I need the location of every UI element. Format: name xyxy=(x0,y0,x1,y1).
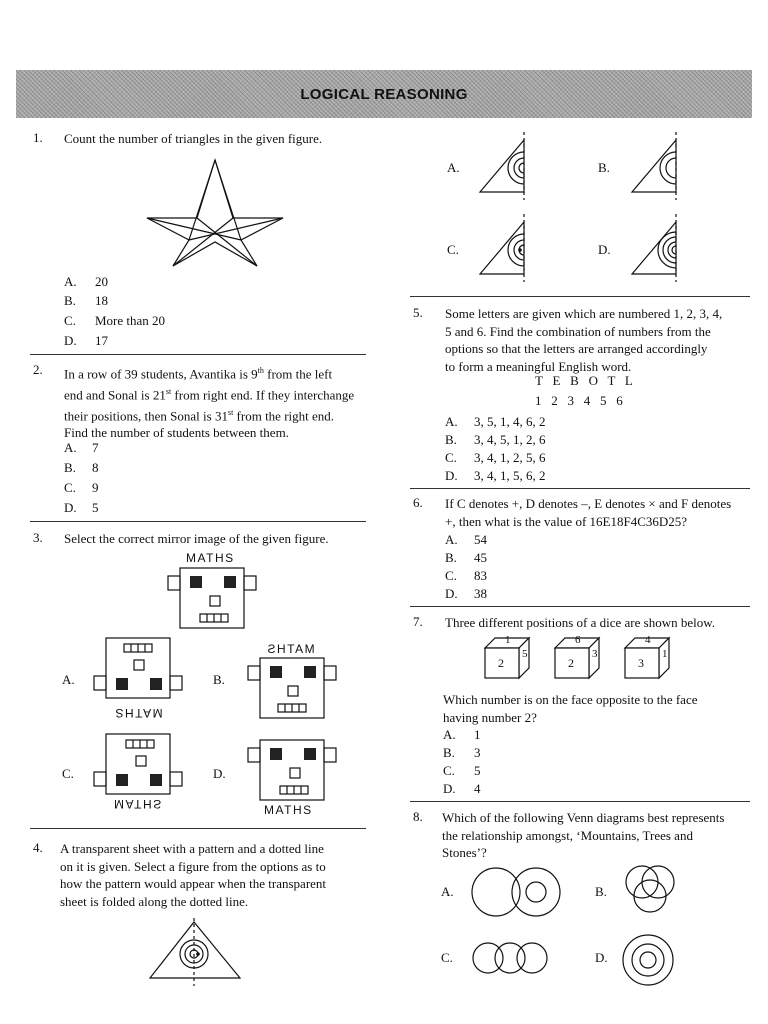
q3-number: 3. xyxy=(33,530,43,545)
q7-option-c[interactable]: C. xyxy=(443,763,455,778)
q3-option-c-caption: MATHS xyxy=(114,797,163,811)
q7-dice-1 xyxy=(483,634,533,680)
q4-option-d[interactable]: D. xyxy=(598,242,611,257)
q8-option-a[interactable]: A. xyxy=(441,884,454,899)
q4-pattern-figure xyxy=(146,918,246,986)
q8-option-b-venn xyxy=(622,862,678,918)
q3-option-d-figure xyxy=(246,738,342,802)
dice-3-side: 1 xyxy=(662,648,668,660)
q6-option-d[interactable]: D. xyxy=(445,586,458,601)
q2-number: 2. xyxy=(33,362,43,377)
q8-option-a-venn xyxy=(470,864,570,920)
q3-figure-caption: MATHS xyxy=(186,551,235,565)
q1-text: Count the number of triangles in the given figure. xyxy=(64,131,323,146)
q7-option-b[interactable]: B. xyxy=(443,745,455,760)
divider xyxy=(410,801,750,802)
q6-number: 6. xyxy=(413,495,423,510)
q5-option-d[interactable]: D. xyxy=(445,468,458,483)
dice-3-front: 3 xyxy=(638,656,644,670)
q1-option-a-value: 20 xyxy=(95,274,108,289)
q5-number: 5. xyxy=(413,305,423,320)
q2-text: In a row of 39 students, Avantika is 9th from the left end and Sonal is 21st from right end. If they interchange their positions, then Sonal is 31st from the right end. Find the number of students between them. xyxy=(64,366,355,441)
q5-numbers: 1 2 3 4 5 6 xyxy=(535,393,623,408)
q7-dice-2 xyxy=(553,634,603,680)
q3-robot-figure xyxy=(166,566,262,630)
q7-option-a[interactable]: A. xyxy=(443,727,456,742)
q1-option-d[interactable]: D. xyxy=(64,333,77,348)
q1-star-figure xyxy=(145,158,285,268)
q7-question: Which number is on the face opposite to the face having number 2? xyxy=(443,692,698,725)
q4-option-a-figure xyxy=(476,130,536,200)
q7-option-d[interactable]: D. xyxy=(443,781,456,796)
q3-option-c[interactable]: C. xyxy=(62,766,74,781)
q6-option-c-value: 83 xyxy=(474,568,487,583)
q2-option-a[interactable]: A. xyxy=(64,440,77,455)
q4-text: A transparent sheet with a pattern and a dotted line on it is given. Select a figure from the options as to how the pattern would appear when the transparent sheet is folded along the dotted line. xyxy=(60,841,327,909)
dice-3-top: 4 xyxy=(645,634,651,646)
q3-option-c-figure xyxy=(92,732,188,796)
q5-option-d-value: 3, 4, 1, 5, 6, 2 xyxy=(474,468,546,483)
q5-option-c[interactable]: C. xyxy=(445,450,457,465)
dice-2-top: 6 xyxy=(575,634,581,646)
q3-option-a-figure xyxy=(92,636,188,700)
q5-option-b-value: 3, 4, 5, 1, 2, 6 xyxy=(474,432,546,447)
q8-option-b[interactable]: B. xyxy=(595,884,607,899)
q3-option-d[interactable]: D. xyxy=(213,766,226,781)
q8-option-c[interactable]: C. xyxy=(441,950,453,965)
q7-number: 7. xyxy=(413,614,423,629)
divider xyxy=(410,488,750,489)
q4-number: 4. xyxy=(33,840,43,855)
q7-option-c-value: 5 xyxy=(474,763,481,778)
q3-option-b-caption: MATHS xyxy=(266,642,315,656)
divider xyxy=(410,296,750,297)
q5-text: Some letters are given which are numbered 1, 2, 3, 4, 5 and 6. Find the combination of numbers from the options so that the letters are arranged accordingly to form a meaningful English word. xyxy=(445,306,723,374)
dice-1-top: 1 xyxy=(505,634,511,646)
q4-option-b-figure xyxy=(628,130,688,200)
q5-option-c-value: 3, 4, 1, 2, 5, 6 xyxy=(474,450,546,465)
divider xyxy=(30,354,366,355)
q5-option-b[interactable]: B. xyxy=(445,432,457,447)
q8-text: Which of the following Venn diagrams best represents the relationship amongst, ‘Mountains, Trees and Stones’? xyxy=(442,810,725,860)
q4-option-b[interactable]: B. xyxy=(598,160,610,175)
q1-number: 1. xyxy=(33,130,43,145)
q7-option-a-value: 1 xyxy=(474,727,481,742)
divider xyxy=(410,606,750,607)
q3-option-a[interactable]: A. xyxy=(62,672,75,687)
q2-option-b[interactable]: B. xyxy=(64,460,76,475)
q2-option-c[interactable]: C. xyxy=(64,480,76,495)
q7-option-d-value: 4 xyxy=(474,781,481,796)
q1-option-d-value: 17 xyxy=(95,333,108,348)
divider xyxy=(30,828,366,829)
q4-option-c[interactable]: C. xyxy=(447,242,459,257)
q6-option-b-value: 45 xyxy=(474,550,487,565)
q6-option-c[interactable]: C. xyxy=(445,568,457,583)
q2-option-a-value: 7 xyxy=(92,440,99,455)
q2-option-c-value: 9 xyxy=(92,480,99,495)
q4-option-d-figure xyxy=(628,212,688,282)
q8-option-c-venn xyxy=(470,938,550,978)
dice-2-side: 3 xyxy=(592,648,598,660)
dice-1-side: 5 xyxy=(522,648,528,660)
q2-option-d-value: 5 xyxy=(92,500,99,515)
q3-option-b-figure xyxy=(246,656,342,720)
q5-option-a[interactable]: A. xyxy=(445,414,458,429)
q1-option-b-value: 18 xyxy=(95,293,108,308)
q1-option-c-value: More than 20 xyxy=(95,313,166,328)
q7-text: Three different positions of a dice are shown below. xyxy=(445,615,716,630)
q6-option-a-value: 54 xyxy=(474,532,487,547)
q2-option-b-value: 8 xyxy=(92,460,99,475)
q5-letters: T E B O T L xyxy=(535,373,633,388)
q5-option-a-value: 3, 5, 1, 4, 6, 2 xyxy=(474,414,546,429)
q1-option-b[interactable]: B. xyxy=(64,293,76,308)
q1-option-a[interactable]: A. xyxy=(64,274,77,289)
q3-option-b[interactable]: B. xyxy=(213,672,225,687)
dice-2-front: 2 xyxy=(568,656,574,670)
q4-option-a[interactable]: A. xyxy=(447,160,460,175)
q6-option-a[interactable]: A. xyxy=(445,532,458,547)
q8-option-d-venn xyxy=(620,932,676,988)
q7-option-b-value: 3 xyxy=(474,745,481,760)
q3-option-d-caption: MATHS xyxy=(264,803,313,817)
q6-text: If C denotes +, D denotes –, E denotes × and F denotes +, then what is the value of 16E18F4C36D25? xyxy=(445,496,732,529)
divider xyxy=(30,521,366,522)
q3-text: Select the correct mirror image of the given figure. xyxy=(64,531,329,546)
q8-option-d[interactable]: D. xyxy=(595,950,608,965)
dice-1-front: 2 xyxy=(498,656,504,670)
q2-option-d[interactable]: D. xyxy=(64,500,77,515)
q6-option-d-value: 38 xyxy=(474,586,487,601)
page-title: LOGICAL REASONING xyxy=(300,86,468,103)
q8-number: 8. xyxy=(413,809,423,824)
q7-dice-3 xyxy=(623,634,673,680)
q6-option-b[interactable]: B. xyxy=(445,550,457,565)
q3-option-a-caption: MATHS xyxy=(114,706,163,720)
q4-option-c-figure xyxy=(476,212,536,282)
q1-option-c[interactable]: C. xyxy=(64,313,76,328)
